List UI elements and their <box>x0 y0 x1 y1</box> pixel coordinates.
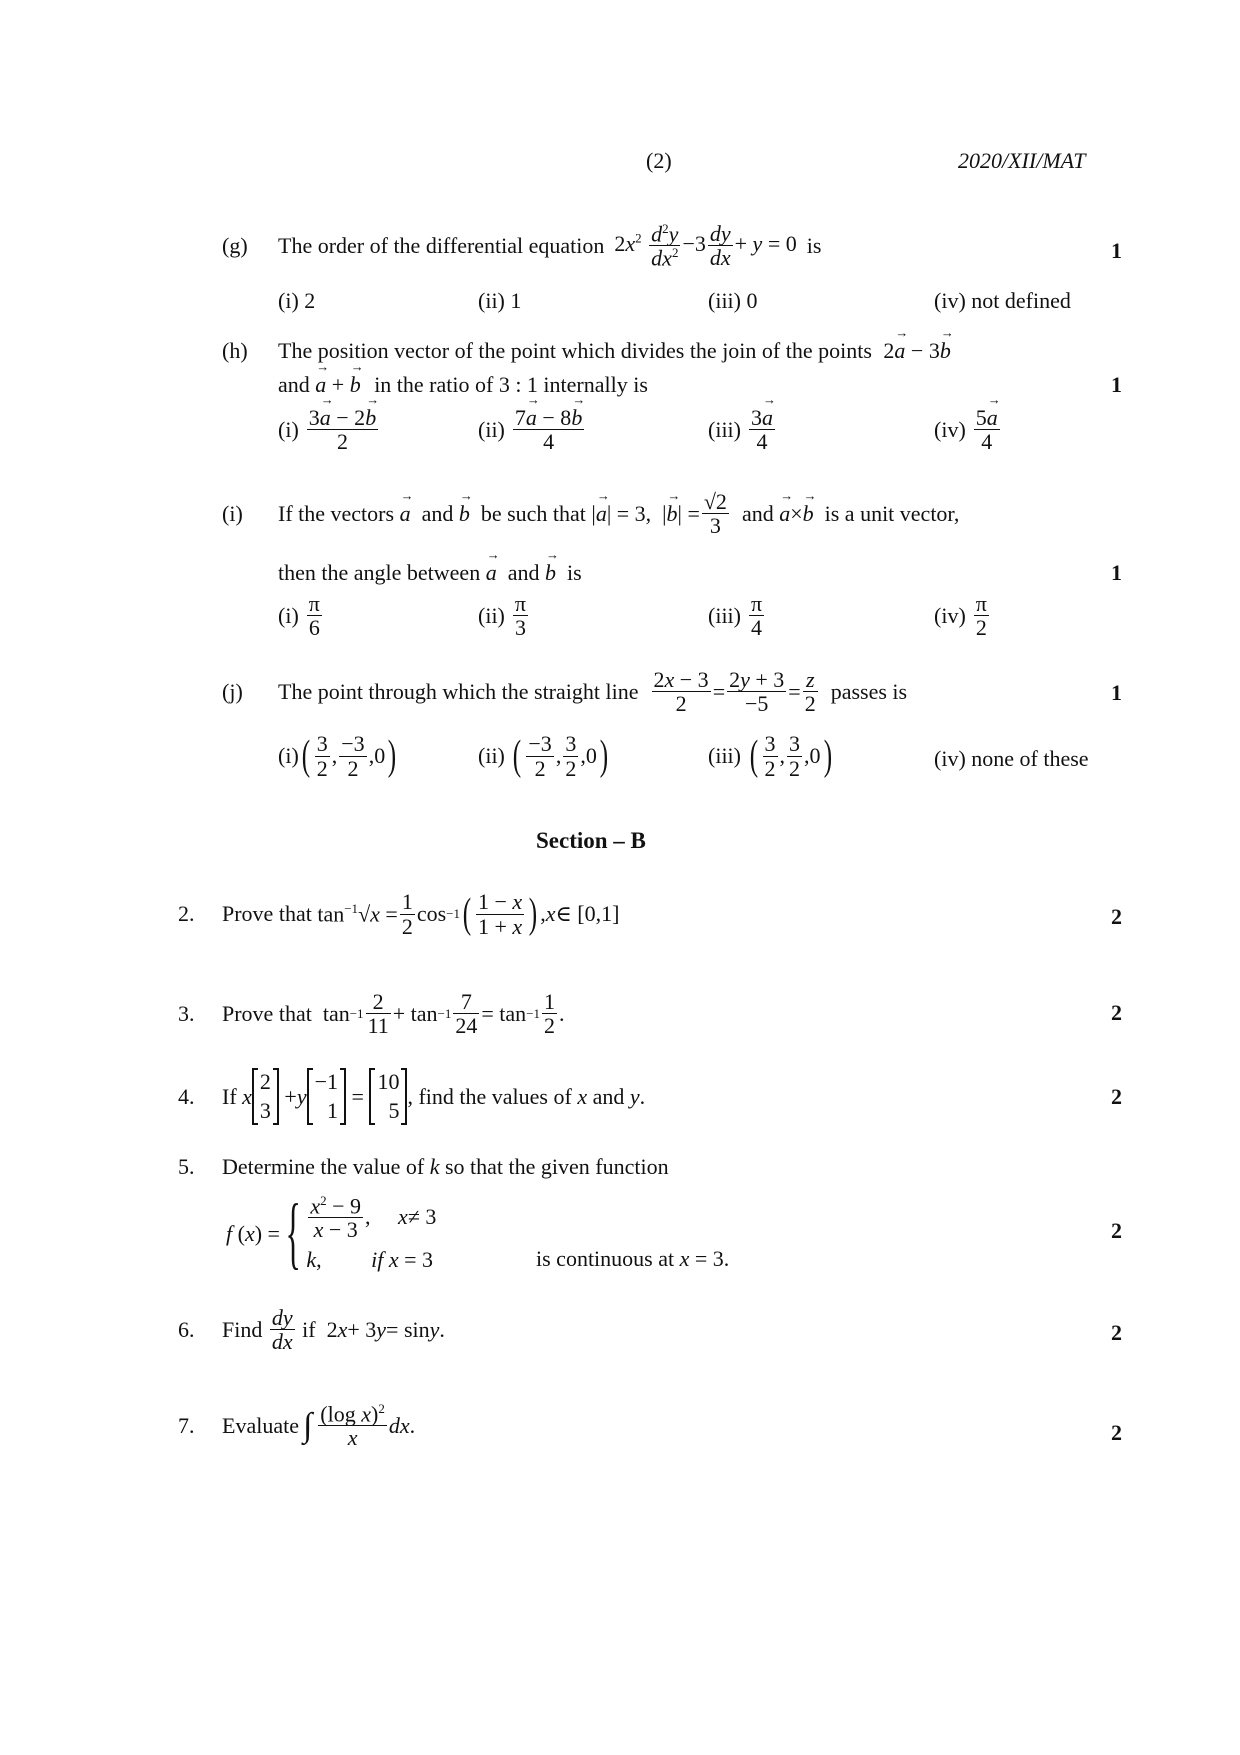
option-g-1: (i) 2 <box>278 288 316 313</box>
page-number: (2) <box>646 148 672 173</box>
math-expression: $\tan^{-1}√x$ = <box>317 900 398 927</box>
marks-4: 2 <box>1111 1084 1122 1109</box>
option-h-3: (iii) $\frac{3\to a}{4}$ <box>708 406 777 453</box>
option-j-3: (iii) ( $\frac{3}{2}$ , $\frac{3}{2}$ ,0 ) <box>708 731 832 781</box>
question-text: The position vector of the point which divides the join of the points <box>278 338 872 363</box>
option-h-1: (i) $\frac{3\to a - 2\to b}{2}$ <box>278 406 380 453</box>
question-i-line2: then the angle between → a and → b is <box>278 560 582 586</box>
question-i: (i) If the vectors → a and → b be such that |→ a| = 3, |→ b| = $\frac{√2}{3}$ and → a × → b is a unit vector, <box>222 490 959 537</box>
option-g-3: (iii) 0 <box>708 288 758 313</box>
option-i-3: (iii) $\frac{\pi}{4}$ <box>708 591 763 641</box>
piecewise-function: f (x) = { $\frac{x^2 - 9}{x - 3}$ , x ≠ 3 k, if x = 3 <box>226 1189 437 1277</box>
question-h <box>222 338 951 364</box>
marks-6: 2 <box>1111 1320 1122 1345</box>
question-label: (h) <box>222 338 248 363</box>
marks-7: 2 <box>1111 1420 1122 1445</box>
vector-expression: 2→ a − 3→ b <box>883 338 950 363</box>
option-i-4: (iv) $\frac{\pi}{2}$ <box>934 591 987 641</box>
option-i-1: (i) $\frac{\pi}{6}$ <box>278 591 320 641</box>
question-6: 6. Find $\frac{dy}{dx}$ if 2 x + 3 y = sin y . <box>178 1305 445 1355</box>
option-j-4: (iv) none of these <box>934 746 1089 771</box>
question-label: (j) <box>222 678 243 704</box>
marks-2: 2 <box>1111 904 1122 929</box>
option-i-2: (ii) $\frac{\pi}{3}$ <box>478 591 526 641</box>
marks-3: 2 <box>1111 1000 1122 1025</box>
marks-i: 1 <box>1111 560 1122 585</box>
option-g-4: (iv) not defined <box>934 288 1071 313</box>
question-2: 2. Prove that $\tan^{-1}√x$ = $\frac{1}{2}$ cos −1 ( $\frac{1 - x}{1 + x}$ ) , x ∈ [0,1] <box>178 889 620 939</box>
marks-5: 2 <box>1111 1218 1122 1243</box>
question-5: 5. Determine the value of k so that the given function <box>178 1154 669 1179</box>
question-h-line2: and → a + → b in the ratio of 3 : 1 internally is <box>278 372 648 398</box>
question-text-tail: is <box>806 232 822 258</box>
and-word: and <box>278 372 310 397</box>
differential-equation: $2x^2$ $\frac{d^2y}{dx^2}$ −3 $\frac{dy}{dx}$ + y = 0 <box>614 221 797 271</box>
question-3: 3. Prove that tan −1 $\frac{2}{11}$ + tan −1 $\frac{7}{24}$ = tan −1 $\frac{1}{2}$ . <box>178 989 565 1039</box>
option-j-2: (ii) ( $\frac{-3}{2}$ , $\frac{3}{2}$ ,0 ) <box>478 731 609 781</box>
question-label: (i) <box>222 500 243 526</box>
marks-h: 1 <box>1111 372 1122 397</box>
question-7: 7. Evaluate ∫ $\frac{(\log x)^2}{x}$ dx . <box>178 1401 416 1451</box>
question-text: The order of the differential equation <box>278 232 605 258</box>
marks-j: 1 <box>1111 680 1122 705</box>
continuity-condition: is continuous at x = 3. <box>536 1246 730 1271</box>
question-g <box>222 222 821 270</box>
option-h-4: (iv) $\frac{5\to a}{4}$ <box>934 406 1002 453</box>
option-g-2: (ii) 1 <box>478 288 522 313</box>
option-h-2: (ii) $\frac{7\to a - 8\to b}{4}$ <box>478 406 586 453</box>
paper-code: 2020/XII/MAT <box>958 148 1086 173</box>
question-text: in the ratio of 3 : 1 internally is <box>374 372 648 397</box>
section-title: Section – B <box>536 828 646 853</box>
question-j: (j) The point through which the straight line $\frac{2x - 3}{2}$ = $\frac{2y + 3}{-5}$ = $\frac{z}{2}$ passes is <box>222 667 908 717</box>
option-j-1: (i) ( $\frac{3}{2}$ , $\frac{-3}{2}$ ,0 ) <box>278 731 397 781</box>
magnitude-expression: |→ a| = 3, |→ b| = <box>591 501 699 527</box>
marks-g: 1 <box>1111 238 1122 263</box>
question-4: 4. If x 2 3 + y −1 1 = 10 5 , find the values of x and y . <box>178 1068 645 1125</box>
question-label: (g) <box>222 232 248 258</box>
